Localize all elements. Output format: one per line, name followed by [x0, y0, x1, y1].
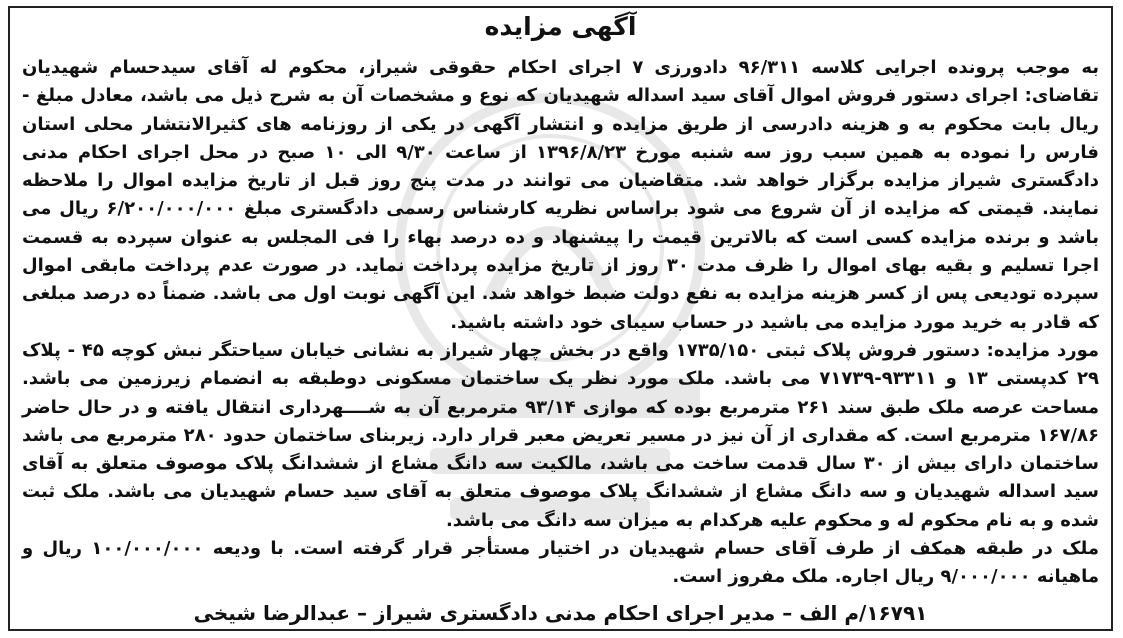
auction-details-paragraph: به موجب پرونده اجرایی کلاسه ۹۶/۳۱۱ دادورزی ۷ اجرای احکام حقوقی شیراز، محکوم له آقای سیدحسام شهیدیان تقاضای: اجرای دستور فروش اموال آقای سید اسداله شهیدیان که نوع و مشخصات آن به شرح ذیل می باشد، معادل مبلغ - ریال بابت محکوم به و هزینه دادرسی از طریق مزایده و انتشار آگهی در یکی از روزنامه های کثیرالانتشار محلی استان فارس را نموده به همین سبب روز سه شنبه مورخ ۱۳۹۶/۸/۲۳ از ساعت ۹/۳۰ الی ۱۰ صبح در محل اجرای احکام مدنی دادگستری شیراز مزایده برگزار خواهد شد. متقاضیان می توانند در مدت پنج روز قبل از تاریخ مزایده اموال را ملاحظه نمایند. قیمتی که مزایده از آن شروع می شود براساس نظریه کارشناس رسمی دادگستری مبلغ ۶/۲۰۰/۰۰۰/۰۰۰ ریال می باشد و برنده مزایده کسی است که بالاترین قیمت را پیشنهاد و ده درصد بهاء را فی المجلس به عنوان سپرده به قسمت اجرا تسلیم و بقیه بهای اموال را ظرف مدت ۳۰ روز از تاریخ مزایده پرداخت نماید. در صورت عدم پرداخت مابقی اموال سپرده تودیعی پس از کسر هزینه مزایده به نفع دولت ضبط خواهد شد. این آگهی نوبت اول می باشد. ضمناً ده درصد مبلغی که قادر به خرید مورد مزایده می باشید در حساب سیبای خود داشته باشید. — [22, 57, 1100, 333]
notice-title: آگهی مزایده — [484, 12, 637, 41]
property-description-paragraph: مورد مزایده: دستور فروش پلاک ثبتی ۱۷۳۵/۱۵۰ واقع در بخش چهار شیراز به نشانی خیابان سیاحتگر نبش کوچه ۴۵ - پلاک ۲۹ کدپستی ۱۳ و ۹۳۳۱۱-۷۱۷۳۹ می باشد. ملک مورد نظر یک ساختمان مسکونی دوطبقه به انضمام زیرزمین می باشد. مساحت عرصه ملک طبق سند ۲۶۱ مترمربع بوده که موازی ۹۳/۱۴ مترمربع آن به شــــهرداری انتقال یافته و در حال حاضر ۱۶۷/۸۶ مترمربع است. که مقداری از آن نیز در مسیر تعریض معبر قرار دارد. زیربنای ساختمان حدود ۲۸۰ مترمربع می باشد ساختمان دارای بیش از ۳۰ سال قدمت ساخت می باشد، مالکیت سه دانگ مشاع از ششدانگ پلاک موصوف متعلق به آقای سید اسداله شهیدیان و سه دانگ مشاع از ششدانگ پلاک موصوف متعلق به آقای سید حسام شهیدیان می باشد. ملک ثبت شده و به نام محکوم له و محکوم علیه هرکدام به میزان سه دانگ می باشد. — [22, 339, 1100, 531]
notice-footer-signature: ۱۶۷۹۱/م الف – مدیر اجرای احکام مدنی دادگستری شیراز – عبدالرضا شیخی — [193, 601, 928, 625]
notice-body — [22, 54, 1099, 592]
notice-frame — [8, 6, 1113, 631]
tenancy-paragraph: ملک در طبقه همکف از طرف آقای حسام شهیدیان در اختیار مستأجر قرار گرفته است. با ودیعه ۱۰۰/۰۰۰/۰۰۰ ریال و ماهیانه ۹/۰۰۰/۰۰۰ ریال اجاره. ملک مفروز است. — [22, 538, 1099, 588]
